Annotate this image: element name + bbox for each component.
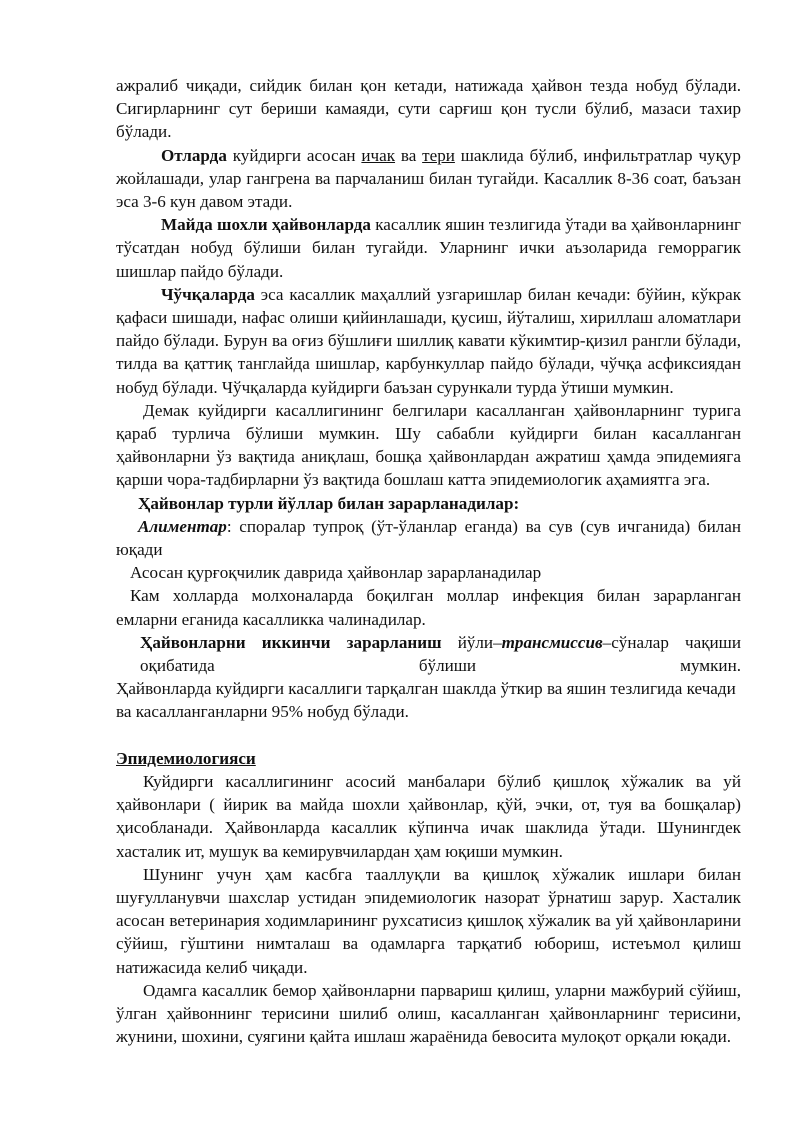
paragraph-transmissive: Ҳайвонларни иккинчи зарарланиш йўли–трансмиссив–сўналар чақиши оқибатида бўлиши мумкин. — [140, 632, 741, 676]
term-horses: Отларда — [161, 145, 227, 165]
paragraph-cattle-continuation: ажралиб чиқади, сийдик билан қон кетади, натижада ҳайвон тезда нобуд бўлади. Сигирларнинг сут бериши камаяди, сути сарғиш қон тусли бўлиб, мазаси тахир бўлади. — [116, 76, 741, 142]
term-alimentary: Алиментар — [138, 516, 227, 536]
term-skin: тери — [422, 145, 455, 165]
term-second-route: Ҳайвонларни иккинчи зарарланиш — [140, 632, 442, 652]
paragraph-surveillance: Шунинг учун ҳам касбга тааллуқли ва қишлоқ хўжалик ишлари билан шуғулланувчи шахслар устидан эпидемиологик назорат ўрнатиш зарур. Хасталик асосан ветеринария ходимларининг рухсатисиз қишлоқ хўжалик ва уй ҳайвонларини сўйиш, гўштини нимталаш ва одамларга тарқатиб юбориш, истеъмол қилиш натижасида келиб чиқади. — [116, 864, 741, 977]
paragraph-horses: Отларда куйдирги асосан ичак ва тери шаклида бўлиб, инфильтратлар чуқур жойлашади, улар гангрена ва парчаланиш билан тугайди. Касаллик 8-36 соат, баъзан эса 3-6 кун давом этади. — [116, 145, 741, 212]
heading-infection-routes: Ҳайвонлар турли йўллар билан зарарланадилар: — [138, 493, 520, 513]
paragraph-mortality: Ҳайвонларда куйдирги касаллиги тарқалган шаклда ўткир ва яшин тезлигида кечади ва касалланганларни 95% нобуд бўлади. — [116, 679, 736, 722]
term-transmissive: трансмиссив — [501, 632, 603, 652]
term-pigs: Чўчқаларда — [161, 284, 255, 304]
paragraph-stable-feed: Кам холларда молхоналарда боқилган моллар инфекция билан зарарланган емларни еганида касалликка чалинадилар. — [116, 586, 741, 629]
paragraph-small-ruminants: Майда шохли ҳайвонларда касаллик яшин тезлигида ўтади ва ҳайвонларнинг тўсатдан нобуд бўлиши билан тугайди. Уларнинг ички аъзоларида геморрагик шишлар пайдо бўлади. — [116, 215, 742, 281]
spacer — [116, 724, 741, 747]
paragraph-pigs: Чўчқаларда эса касаллик маҳаллий узгаришлар билан кечади: бўйин, кўкрак қафаси шишади, нафас олиши қийинлашади, қусиш, йўталиш, хириллаш аломатлари пайдо бўлади. Бурун ва оғиз бўшлиғи шиллиқ кавати кўкимтир-қизил рангли бўлади, тилда ва қаттиқ танглайда шишлар, карбункуллар пайдо бўлади, чўчқа асфиксиядан нобуд бўлади. Чўчқаларда куйдирги баъзан сурункали турда ўтиши мумкин. — [116, 284, 741, 397]
paragraph-sources: Куйдирги касаллигининг асосий манбалари бўлиб қишлоқ хўжалик ва уй ҳайвонлари ( йирик ва майда шохли ҳайвонлар, қўй, эчки, от, туя ва бошқалар) ҳисобланади. Ҳайвонларда касаллик кўпинча ичак шаклида ўтади. Шунингдек хасталик ит, мушук ва кемирувчилардан ҳам юқиши мумкин. — [116, 771, 741, 861]
paragraph-transmission-humans: Одамга касаллик бемор ҳайвонларни парвариш қилиш, уларни мажбурий сўйиш, ўлган ҳайвоннинг терисини шилиб олиш, касалланган ҳайвонларнинг терисини, жунини, шохини, суягини қайта ишлаш жараёнида бевосита мулоқот орқали юқади. — [116, 980, 741, 1047]
term-intestinal: ичак — [361, 145, 396, 165]
paragraph-alimentary: Алиментар: споралар тупроқ (ўт-ўланлар еганда) ва сув (сув ичганида) билан юқади — [116, 516, 741, 560]
paragraph-summary: Демак куйдирги касаллигининг белгилари касалланган ҳайвонларнинг турига қараб турлича бўлиши мумкин. Шу сабабли куйдирги билан касалланган ҳайвонларни ўз вақтида аниқлаш, бошқа ҳайвонлардан ажратиш ҳамда эпидемияга қарши чора-тадбирларни ўз вақтида бошлаш катта эпидемиологик аҳамиятга эга. — [116, 400, 741, 490]
term-small-ruminants: Майда шохли ҳайвонларда — [161, 215, 371, 235]
paragraph-drought: Асосан қурғоқчилик даврида ҳайвонлар зарарланадилар — [130, 563, 542, 583]
heading-epidemiology: Эпидемиологияси — [116, 748, 256, 768]
